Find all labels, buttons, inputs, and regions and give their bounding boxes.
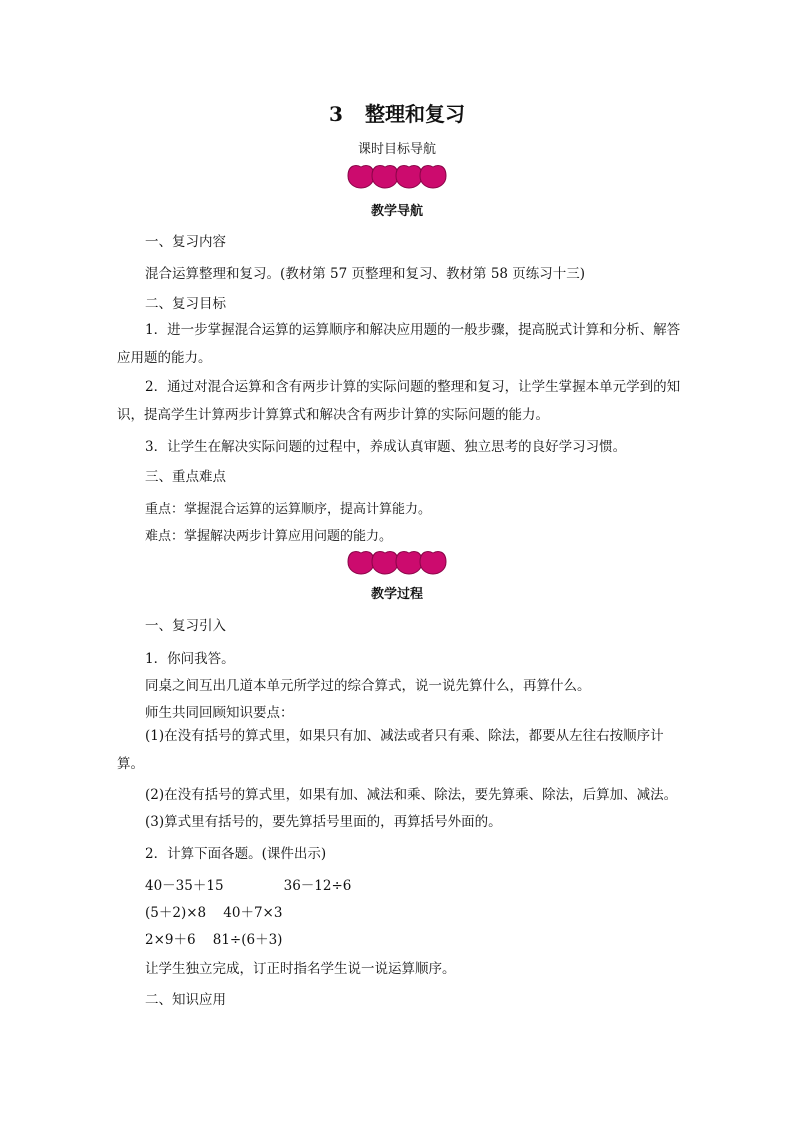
rule-1: (1)在没有括号的算式里，如果只有加、减法或者只有乘、除法，都要从左往右按顺序计算。	[117, 728, 664, 772]
step-1-text: 同桌之间互出几道本单元所学过的综合算式，说一说先算什么，再算什么。	[145, 678, 591, 694]
heading-review-content: 一、复习内容	[145, 234, 226, 250]
step-2-text: 让学生独立完成，订正时指名学生说一说运算顺序。	[145, 961, 456, 977]
section-label-process: 教学过程	[370, 587, 423, 602]
goal-3: 3．让学生在解决实际问题的过程中，养成认真审题、独立思考的良好学习习惯。	[145, 439, 627, 455]
step-1-title: 1．你问我答。	[145, 651, 235, 667]
decorative-badge	[0, 548, 794, 576]
apple-icon	[420, 166, 446, 188]
rule-3: (3)算式里有括号的，要先算括号里面的，再算括号外面的。	[145, 814, 502, 830]
lesson-title-text: 整理和复习	[364, 102, 465, 126]
apple-icon	[348, 552, 374, 574]
review-content-text: 混合运算整理和复习。(教材第 57 页整理和复习、教材第 58 页练习十三)	[145, 266, 586, 282]
exercise-row: 40－35＋15 36－12÷6	[145, 878, 352, 894]
goal-1: 1．进一步掌握混合运算的运算顺序和解决应用题的一般步骤，提高脱式计算和分析、解答应用题的能力。	[117, 322, 681, 366]
lesson-title	[0, 98, 794, 127]
apple-icon	[372, 552, 398, 574]
heading-knowledge-application: 二、知识应用	[145, 992, 226, 1008]
apple-icon	[420, 552, 446, 574]
step-1-recall: 师生共同回顾知识要点：	[145, 705, 294, 721]
step-2-title: 2．计算下面各题。(课件出示)	[145, 846, 327, 862]
section-label-guide: 教学导航	[370, 204, 423, 219]
difficult-point: 难点：掌握解决两步计算应用问题的能力。	[145, 529, 393, 544]
key-point: 重点：掌握混合运算的运算顺序，提高计算能力。	[145, 502, 432, 517]
apple-badge-icon	[347, 162, 447, 190]
lesson-subtitle: 课时目标导航	[357, 142, 436, 157]
heading-review-intro: 一、复习引入	[145, 618, 226, 634]
apple-icon	[396, 166, 422, 188]
apple-icon	[348, 166, 374, 188]
decorative-badge	[0, 162, 794, 190]
rule-2: (2)在没有括号的算式里，如果有加、减法和乘、除法，要先算乘、除法，后算加、减法。	[145, 787, 678, 803]
apple-icon	[396, 552, 422, 574]
heading-key-points: 三、重点难点	[145, 469, 226, 485]
exercise-row: (5＋2)×8 40＋7×3	[145, 905, 283, 921]
heading-review-goals: 二、复习目标	[145, 296, 226, 312]
apple-badge-icon	[347, 548, 447, 576]
goal-2: 2．通过对混合运算和含有两步计算的实际问题的整理和复习，让学生掌握本单元学到的知识，提高学生计算两步计算算式和解决含有两步计算的实际问题的能力。	[117, 379, 681, 423]
lesson-number: 3	[329, 102, 343, 126]
apple-icon	[372, 166, 398, 188]
exercise-row: 2×9＋6 81÷(6＋3)	[145, 932, 283, 948]
